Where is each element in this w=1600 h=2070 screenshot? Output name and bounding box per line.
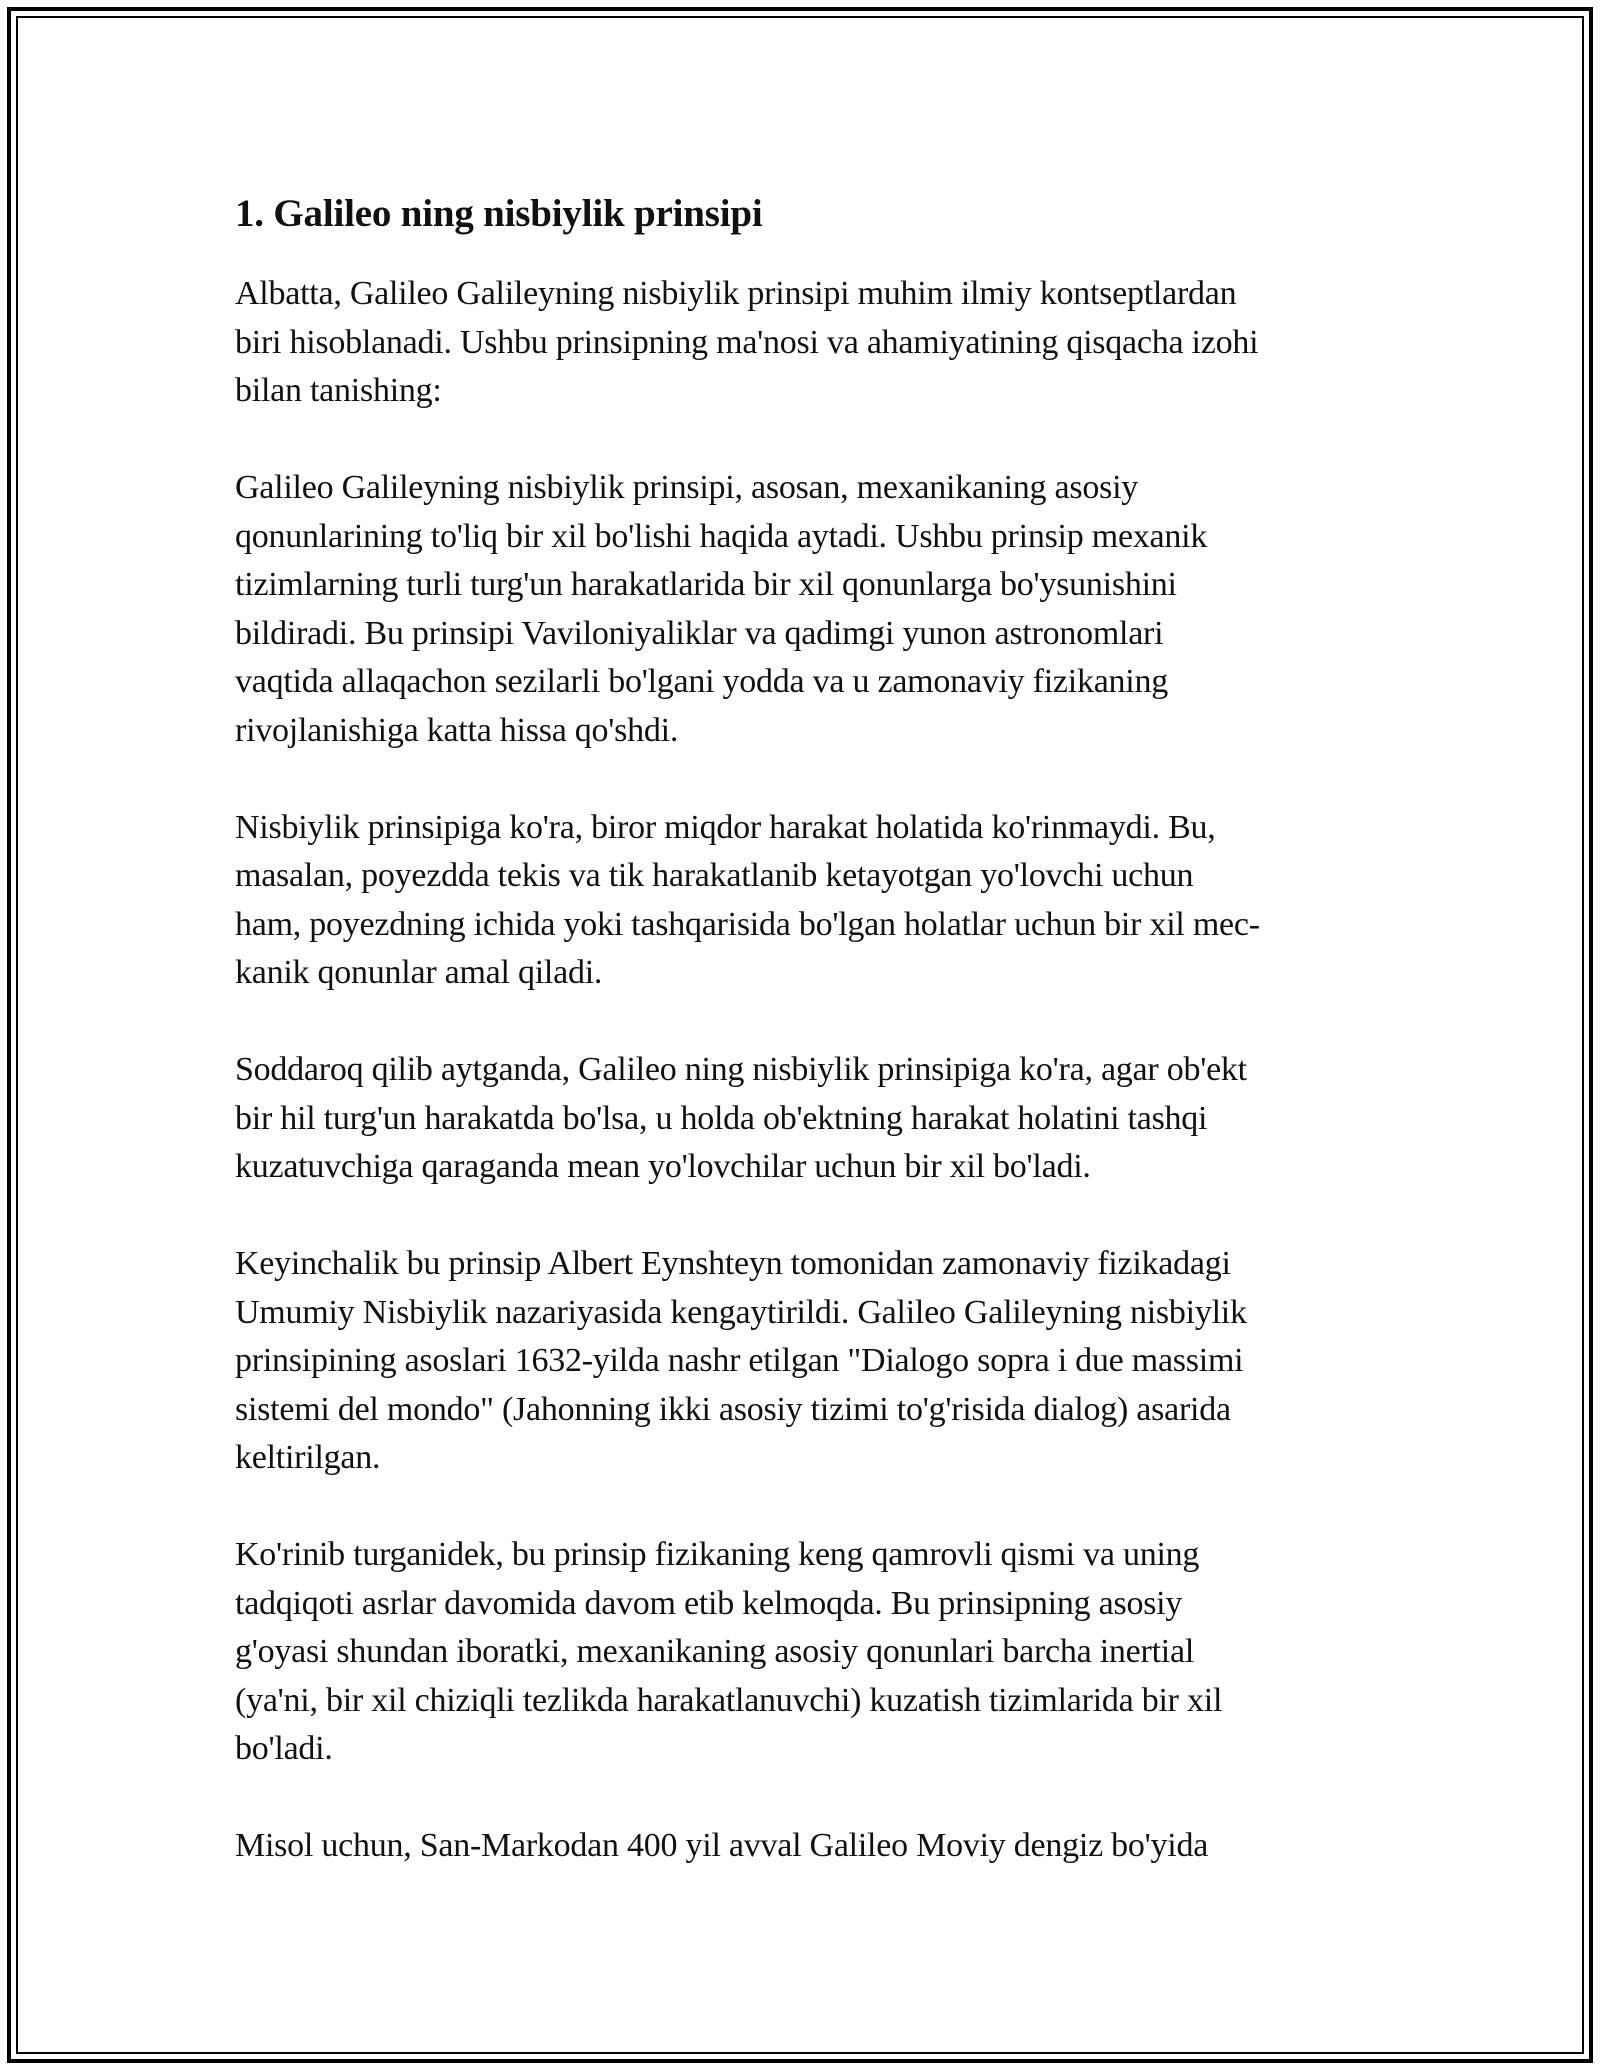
- text-line: bilan tanishing:: [235, 372, 442, 409]
- text-line: Albatta, Galileo Galileyning nisbiylik prinsipi muhim ilmiy kontseptlardan: [235, 275, 1237, 312]
- text-line: ham, poyezdning ichida yoki tashqarisida bo'lgan holatlar uchun bir xil mec-: [235, 905, 1260, 943]
- paragraph-einstein: [235, 1240, 1375, 1483]
- paragraph-simplified: [235, 1046, 1375, 1192]
- text-line: masalan, poyezdda tekis va tik harakatlanib ketayotgan yo'lovchi uchun: [235, 857, 1194, 894]
- paragraph-principle: [235, 464, 1375, 755]
- text-line: kuzatuvchiga qaraganda mean yo'lovchilar uchun bir xil bo'ladi.: [235, 1148, 1091, 1185]
- text-line: rivojlanishiga katta hissa qo'shdi.: [235, 711, 679, 749]
- paragraph-train-example: [235, 804, 1375, 998]
- text-line: (ya'ni, bir xil chiziqli tezlikda harakatlanuvchi) kuzatish tizimlarida bir xil: [235, 1681, 1223, 1719]
- text-line: tizimlarning turli turg'un harakatlarida bir xil qonunlarga bo'ysunishini: [235, 566, 1177, 603]
- text-line: Keyinchalik bu prinsip Albert Eynshteyn tomonidan zamonaviy fizikadagi: [235, 1245, 1231, 1282]
- text-line: bir hil turg'un harakatda bo'lsa, u holda ob'ektning harakat holatini tashqi: [235, 1099, 1208, 1137]
- text-line: Ko'rinib turganidek, bu prinsip fizikaning keng qamrovli qismi va uning: [235, 1536, 1200, 1573]
- paragraph-inertial-frames: [235, 1531, 1375, 1774]
- paragraph-intro: [235, 270, 1375, 416]
- text-line: bo'ladi.: [235, 1730, 333, 1767]
- text-line: Misol uchun, San-Markodan 400 yil avval Galileo Moviy dengiz bo'yida: [235, 1827, 1209, 1864]
- text-line: Umumiy Nisbiylik nazariyasida kengaytirildi. Galileo Galileyning nisbiylik: [235, 1293, 1247, 1331]
- document-body: [235, 186, 1375, 1871]
- text-line: tadqiqoti asrlar davomida davom etib kelmoqda. Bu prinsipning asosiy: [235, 1584, 1183, 1622]
- text-line: g'oyasi shundan iboratki, mexanikaning asosiy qonunlari barcha inertial: [235, 1633, 1195, 1670]
- text-line: sistemi del mondo" (Jahonning ikki asosiy tizimi to'g'risida dialog) asarida: [235, 1390, 1231, 1428]
- text-line: Soddaroq qilib aytganda, Galileo ning nisbiylik prinsipiga ko'ra, agar ob'ekt: [235, 1051, 1247, 1088]
- text-line: prinsipining asoslari 1632-yilda nashr etilgan "Dialogo sopra i due massimi: [235, 1342, 1244, 1379]
- text-line: kanik qonunlar amal qiladi.: [235, 954, 603, 991]
- text-line: bildiradi. Bu prinsipi Vaviloniyaliklar va qadimgi yunon astronomlari: [235, 614, 1164, 652]
- section-heading: 1. Galileo ning nisbiylik prinsipi: [235, 192, 763, 235]
- text-line: qonunlarining to'liq bir xil bo'lishi haqida aytadi. Ushbu prinsip mexanik: [235, 517, 1208, 555]
- text-line: Galileo Galileyning nisbiylik prinsipi, asosan, mexanikaning asosiy: [235, 469, 1139, 506]
- text-line: keltirilgan.: [235, 1439, 381, 1476]
- text-line: biri hisoblanadi. Ushbu prinsipning ma'nosi va ahamiyatining qisqacha izohi: [235, 323, 1259, 361]
- text-line: Nisbiylik prinsipiga ko'ra, biror miqdor harakat holatida ko'rinmaydi. Bu,: [235, 808, 1216, 846]
- paragraph-example-start: [235, 1822, 1375, 1871]
- text-line: vaqtida allaqachon sezilarli bo'lgani yodda va u zamonaviy fizikaning: [235, 663, 1168, 700]
